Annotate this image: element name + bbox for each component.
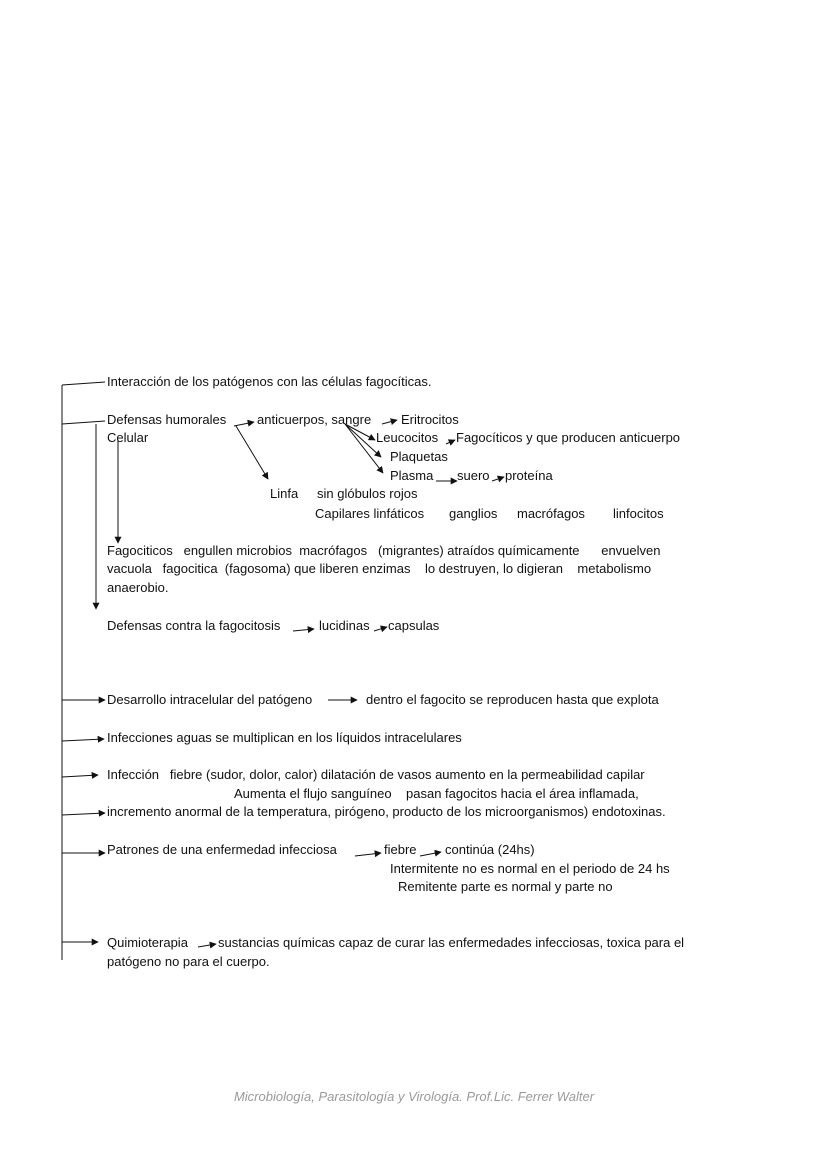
fagociticos-paragraph-line2: vacuola fagocitica (fagosoma) que liberen enzimas lo destruyen, lo digieran metabolismo xyxy=(107,561,652,576)
leucocitos-text: Leucocitos xyxy=(376,430,439,445)
patrones-fiebre-arrow xyxy=(355,853,381,856)
defensas-humorales-text: Defensas humorales xyxy=(107,412,227,427)
suero-proteina-arrow xyxy=(492,477,504,481)
humorales-linfa-arrow xyxy=(236,426,268,479)
plasma-text: Plasma xyxy=(390,468,434,483)
page-footer: Microbiología, Parasitología y Virología. Prof.Lic. Ferrer Walter xyxy=(233,1089,595,1104)
linfa-text: Linfa xyxy=(270,486,299,501)
humorales-anticuerpos-arrow xyxy=(234,422,254,426)
lucidinas-capsulas-arrow xyxy=(374,627,387,631)
anticuerpos-sangre-text: anticuerpos, sangre xyxy=(257,412,372,427)
branch-infeccion-arrow xyxy=(62,775,98,777)
continua-text: continúa (24hs) xyxy=(445,842,535,857)
dentro-fagocito-text: dentro el fagocito se reproducen hasta que explota xyxy=(366,692,659,707)
quimioterapia-label: Quimioterapia xyxy=(107,935,188,950)
fagociticos-anticuerpo-text: Fagocíticos y que producen anticuerpo xyxy=(456,430,681,445)
branch-incremento-arrow xyxy=(62,813,105,815)
fiebre-text: fiebre xyxy=(384,842,417,857)
desarrollo-text: Desarrollo intracelular del patógeno xyxy=(107,692,313,707)
quimio-sustancias-arrow xyxy=(198,944,216,947)
quimioterapia-line2: patógeno no para el cuerpo. xyxy=(107,954,270,969)
infeccion-line1: Infección fiebre (sudor, dolor, calor) dilatación de vasos aumento en la permeabilidad capilar xyxy=(107,767,645,782)
fiebre-continua-arrow xyxy=(420,852,441,856)
capsulas-text: capsulas xyxy=(388,618,440,633)
infecciones-aguas-text: Infecciones aguas se multiplican en los líquidos intracelulares xyxy=(107,730,462,745)
patrones-text: Patrones de una enfermedad infecciosa xyxy=(107,842,337,857)
lucidinas-text: lucidinas xyxy=(319,618,370,633)
proteina-text: proteína xyxy=(505,468,553,483)
branch-interaccion-line xyxy=(62,382,105,385)
infeccion-line2: Aumenta el flujo sanguíneo pasan fagocitos hacia el área inflamada, xyxy=(234,786,639,801)
capilares-text: Capilares linfáticos xyxy=(315,506,425,521)
infeccion-line3: incremento anormal de la temperatura, pirógeno, producto de los microorganismos) endotoxinas. xyxy=(107,804,666,819)
interaccion-text: Interacción de los patógenos con las células fagocíticas. xyxy=(107,374,432,389)
quimioterapia-line1: sustancias químicas capaz de curar las enfermedades infecciosas, toxica para el xyxy=(218,935,685,950)
fagociticos-paragraph-line3: anaerobio. xyxy=(107,580,169,595)
branch-defensas-line xyxy=(62,421,105,424)
fagocitosis-lucidinas-arrow xyxy=(293,629,314,631)
defensas-contra-text: Defensas contra la fagocitosis xyxy=(107,618,281,633)
sin-globulos-text: sin glóbulos rojos xyxy=(317,486,418,501)
fagociticos-paragraph-line1: Fagociticos engullen microbios macrófagos (migrantes) atraídos químicamente envuelven xyxy=(107,543,661,558)
celular-text: Celular xyxy=(107,430,149,445)
ganglios-text: ganglios xyxy=(449,506,498,521)
plaquetas-text: Plaquetas xyxy=(390,449,448,464)
eritrocitos-text: Eritrocitos xyxy=(401,412,459,427)
sangre-eritrocitos-arrow xyxy=(382,420,397,424)
branch-infecciones-arrow xyxy=(62,739,104,741)
linfocitos-text: linfocitos xyxy=(613,506,664,521)
intermitente-text: Intermitente no es normal en el periodo de 24 hs xyxy=(390,861,670,876)
suero-text: suero xyxy=(457,468,490,483)
remitente-text: Remitente parte es normal y parte no xyxy=(398,879,613,894)
macrofagos-text: macrófagos xyxy=(517,506,585,521)
leucocitos-fagociticos-arrow xyxy=(446,440,455,444)
